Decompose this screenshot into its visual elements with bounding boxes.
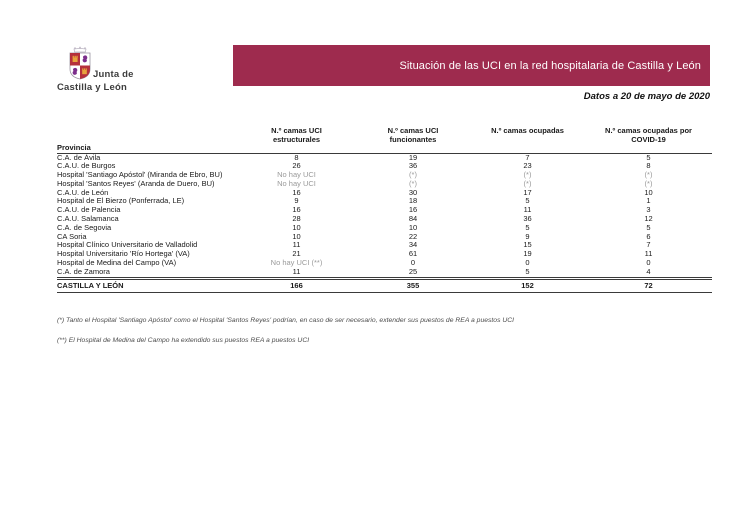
logo-text-line1: Junta de — [93, 69, 134, 80]
table-row: C.A. de Ávila 8 19 7 5 — [57, 152, 651, 162]
junta-castilla-leon-logo — [57, 46, 187, 98]
column-header-ocupadas: N.º camas ocupadas — [491, 126, 564, 135]
table-row: Hospital Clínico Universitario de Valladolid 11 34 15 7 — [57, 240, 651, 250]
footnote-2: (**) El Hospital de Medina del Campo ha extendido sus puestos REA a puestos UCI — [57, 337, 310, 344]
column-header-covid: N.º camas ocupadas por COVID-19 — [605, 126, 692, 144]
table-row: Hospital de El Bierzo (Ponferrada, LE) 9 18 5 1 — [57, 196, 651, 206]
table-row: Hospital Universitario 'Río Hortega' (VA) 21 61 19 11 — [57, 249, 653, 259]
column-header-funcionantes: N.º camas UCI funcionantes — [387, 126, 439, 144]
table-row: Hospital 'Santos Reyes' (Aranda de Duero, BU) No hay UCI (*) (*) (*) — [57, 178, 653, 188]
total-label: CASTILLA Y LEÓN — [57, 280, 124, 290]
hospital-name: C.A. de Ávila — [57, 152, 101, 162]
hospital-name: C.A. de Zamora — [57, 266, 110, 276]
uci-beds-table — [57, 122, 712, 293]
table-row: C.A. de Segovia 10 10 5 5 — [57, 222, 651, 232]
hospital-name: Hospital de Medina del Campo (VA) — [57, 258, 177, 268]
column-header-provincia: Provincia — [57, 142, 91, 152]
hospital-name: C.A.U. de León — [57, 187, 109, 197]
hospital-name: Hospital Universitario 'Río Hortega' (VA) — [57, 249, 190, 259]
hospital-name: C.A.U. de Palencia — [57, 205, 121, 215]
hospital-name: Hospital 'Santos Reyes' (Aranda de Duero, BU) — [57, 178, 215, 188]
footnote-1: (*) Tanto el Hospital 'Santiago Apóstol' como el Hospital 'Santos Reyes' podrían, en caso de ser necesario, extender sus puestos de REA a puestos UCI — [57, 317, 515, 324]
table-row: C.A.U. de Burgos 26 36 23 8 — [57, 161, 651, 171]
table-header-row — [57, 122, 712, 153]
page-title: Situación de las UCI en la red hospitalaria de Castilla y León — [399, 59, 701, 72]
table-total-row: CASTILLA Y LEÓN 166 355 152 72 — [57, 278, 712, 292]
title-banner — [233, 45, 710, 86]
hospital-name: Hospital Clínico Universitario de Valladolid — [57, 240, 198, 250]
hospital-name: C.A. de Segovia — [57, 222, 112, 232]
column-header-estructurales: N.º camas UCI estructurales — [271, 126, 322, 144]
hospital-name: Hospital de El Bierzo (Ponferrada, LE) — [57, 196, 185, 206]
hospital-name: C.A.U. Salamanca — [57, 214, 119, 224]
table-row: C.A.U. Salamanca 28 84 36 12 — [57, 214, 653, 224]
hospital-name: CA Soria — [57, 231, 87, 241]
logo-text-line2: Castilla y León — [57, 82, 128, 93]
table-row: CA Soria 10 22 9 6 — [57, 231, 651, 241]
date-label: Datos a 20 de mayo de 2020 — [583, 91, 710, 102]
table-row: Hospital de Medina del Campo (VA) No hay UCI (**) 0 0 0 — [57, 258, 651, 268]
table-row: C.A. de Zamora 11 25 5 4 — [57, 268, 712, 278]
table-row: Hospital 'Santiago Apóstol' (Miranda de Ebro, BU) No hay UCI (*) (*) (*) — [57, 170, 653, 180]
table-row: C.A.U. de León 16 30 17 10 — [57, 187, 653, 197]
coat-of-arms-icon — [68, 46, 92, 85]
hospital-name: Hospital 'Santiago Apóstol' (Miranda de Ebro, BU) — [57, 170, 223, 180]
table-row: C.A.U. de Palencia 16 16 11 3 — [57, 205, 651, 215]
hospital-name: C.A.U. de Burgos — [57, 161, 116, 171]
